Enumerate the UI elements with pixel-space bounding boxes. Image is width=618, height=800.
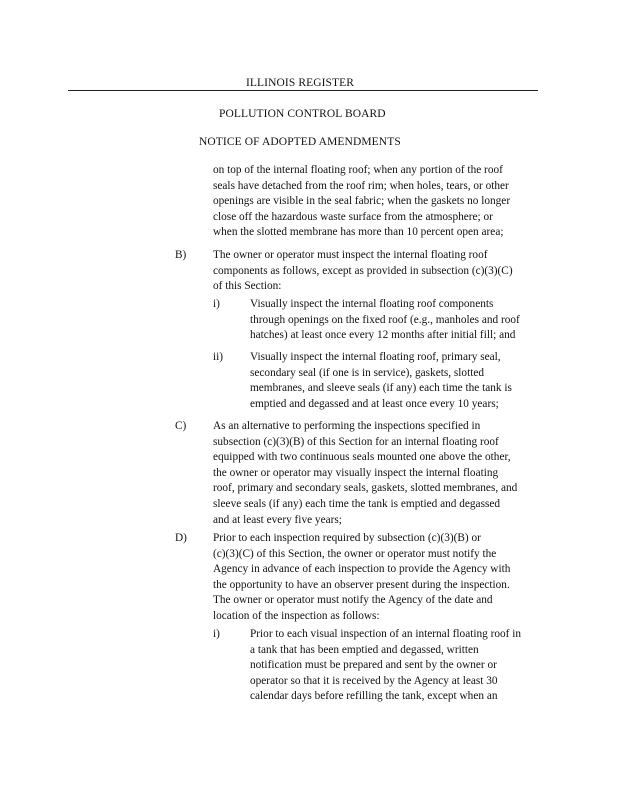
text-line: As an alternative to performing the inspections specified in	[213, 420, 481, 432]
item-b-i-paragraph	[250, 297, 520, 344]
intro-paragraph	[213, 163, 510, 241]
text-line: a tank that has been emptied and degassed, written	[250, 643, 479, 656]
item-marker-c: C)	[175, 420, 187, 432]
agency-title: POLLUTION CONTROL BOARD	[219, 108, 386, 120]
text-line: location of the inspection as follows:	[213, 609, 380, 622]
text-line: operator so that it is received by the Agency at least 30	[250, 674, 498, 687]
header-rule	[68, 90, 538, 91]
text-line: openings are visible in the seal fabric; when the gaskets no longer	[213, 195, 511, 208]
text-line: The owner or operator must notify the Agency of the date and	[213, 594, 493, 607]
text-line: sleeve seals (if any) each time the tank is emptied and degassed	[213, 497, 501, 510]
text-line: seals have detached from the roof rim; when holes, tears, or other	[213, 179, 509, 192]
item-marker-d: D)	[175, 532, 187, 544]
text-line: close off the hazardous waste surface from the atmosphere; or	[213, 210, 493, 223]
text-line: roof, primary and secondary seals, gaskets, slotted membranes, and	[213, 482, 518, 495]
text-line: notification must be prepared and sent by the owner or	[250, 659, 497, 672]
text-line: and at least every five years;	[213, 513, 342, 526]
item-d-paragraph	[213, 531, 510, 625]
text-line: equipped with two continuous seals mounted one above the other,	[213, 451, 511, 464]
text-line: on top of the internal floating roof; when any portion of the roof	[213, 164, 503, 176]
text-line: the owner or operator may visually inspect the internal floating	[213, 466, 499, 479]
item-b-paragraph	[213, 248, 513, 295]
text-line: Prior to each inspection required by subsection (c)(3)(B) or	[213, 532, 481, 544]
text-line: The owner or operator must inspect the internal floating roof	[213, 249, 488, 261]
text-line: (c)(3)(C) of this Section, the owner or operator must notify the	[213, 547, 497, 560]
text-line: secondary seal (if one is in service), gaskets, slotted	[250, 366, 485, 379]
item-marker-b-ii: ii)	[213, 351, 224, 363]
register-title: ILLINOIS REGISTER	[246, 77, 355, 89]
text-line: Visually inspect the internal floating roof, primary seal,	[250, 351, 501, 363]
text-line: calendar days before refilling the tank, except when an	[250, 690, 498, 703]
text-line: subsection (c)(3)(B) of this Section for an internal floating roof	[213, 435, 499, 448]
text-line: of this Section:	[213, 280, 282, 293]
text-line: membranes, and sleeve seals (if any) each time the tank is	[250, 382, 512, 395]
text-line: through openings on the fixed roof (e.g., manholes and roof	[250, 313, 520, 326]
text-line: hatches) at least once every 12 months after initial fill; and	[250, 329, 516, 342]
text-line: components as follows, except as provided in subsection (c)(3)(C)	[213, 264, 513, 277]
item-c-paragraph	[213, 419, 517, 528]
notice-title: NOTICE OF ADOPTED AMENDMENTS	[199, 136, 401, 148]
text-line: Agency in advance of each inspection to provide the Agency with	[213, 563, 511, 576]
item-marker-b: B)	[175, 249, 187, 261]
text-line: emptied and degassed and at least once every 10 years;	[250, 397, 499, 410]
item-marker-b-i: i)	[213, 298, 220, 310]
text-line: Visually inspect the internal floating roof components	[250, 298, 494, 310]
item-d-i-paragraph	[250, 627, 521, 705]
item-b-ii-paragraph	[250, 350, 512, 412]
text-line: when the slotted membrane has more than 10 percent open area;	[213, 226, 504, 239]
text-line: the opportunity to have an observer present during the inspection.	[213, 578, 510, 591]
item-marker-d-i: i)	[213, 628, 220, 640]
text-line: Prior to each visual inspection of an internal floating roof in	[250, 628, 522, 640]
